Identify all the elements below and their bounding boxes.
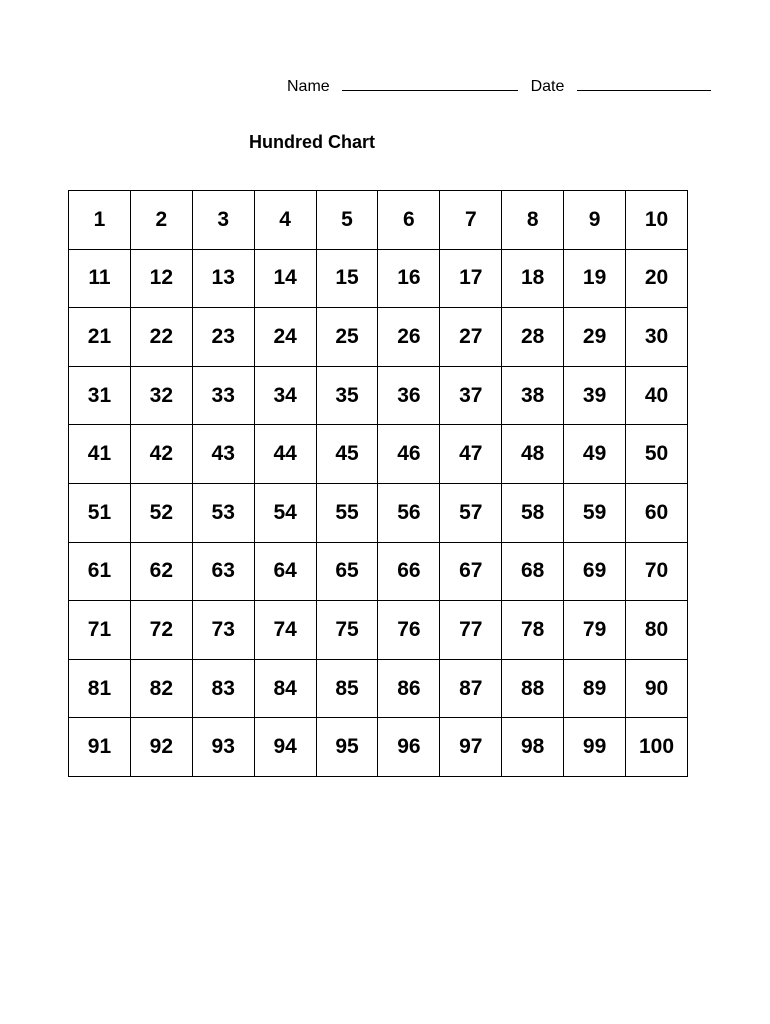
- grid-cell: 75: [316, 601, 378, 660]
- grid-cell: 72: [130, 601, 192, 660]
- grid-cell: 83: [192, 659, 254, 718]
- date-label: Date: [530, 78, 565, 95]
- grid-cell: 45: [316, 425, 378, 484]
- grid-cell: 53: [192, 483, 254, 542]
- grid-cell: 8: [502, 191, 564, 250]
- grid-cell: 58: [502, 483, 564, 542]
- grid-cell: 96: [378, 718, 440, 777]
- grid-cell: 49: [564, 425, 626, 484]
- grid-cell: 71: [69, 601, 131, 660]
- grid-cell: 41: [69, 425, 131, 484]
- grid-cell: 7: [440, 191, 502, 250]
- grid-cell: 39: [564, 366, 626, 425]
- grid-cell: 2: [130, 191, 192, 250]
- grid-cell: 33: [192, 366, 254, 425]
- grid-cell: 81: [69, 659, 131, 718]
- grid-cell: 20: [626, 249, 688, 308]
- grid-row: [69, 659, 688, 718]
- grid-cell: 90: [626, 659, 688, 718]
- grid-cell: 73: [192, 601, 254, 660]
- grid-cell: 86: [378, 659, 440, 718]
- grid-cell: 80: [626, 601, 688, 660]
- grid-cell: 60: [626, 483, 688, 542]
- grid-cell: 31: [69, 366, 131, 425]
- grid-cell: 48: [502, 425, 564, 484]
- grid-cell: 14: [254, 249, 316, 308]
- grid-cell: 59: [564, 483, 626, 542]
- grid-row: [69, 191, 688, 250]
- grid-cell: 16: [378, 249, 440, 308]
- grid-cell: 50: [626, 425, 688, 484]
- grid-cell: 29: [564, 308, 626, 367]
- grid-cell: 26: [378, 308, 440, 367]
- grid-cell: 94: [254, 718, 316, 777]
- grid-row: [69, 366, 688, 425]
- grid-cell: 62: [130, 542, 192, 601]
- grid-cell: 35: [316, 366, 378, 425]
- grid-cell: 61: [69, 542, 131, 601]
- hundred-chart-grid: [68, 190, 688, 777]
- grid-cell: 74: [254, 601, 316, 660]
- grid-cell: 67: [440, 542, 502, 601]
- grid-cell: 1: [69, 191, 131, 250]
- grid-row: [69, 483, 688, 542]
- grid-cell: 91: [69, 718, 131, 777]
- name-label: Name: [287, 78, 330, 95]
- grid-cell: 36: [378, 366, 440, 425]
- grid-cell: 4: [254, 191, 316, 250]
- grid-cell: 70: [626, 542, 688, 601]
- grid-cell: 92: [130, 718, 192, 777]
- grid-row: [69, 718, 688, 777]
- grid-cell: 66: [378, 542, 440, 601]
- grid-cell: 3: [192, 191, 254, 250]
- header-line: [287, 76, 711, 96]
- grid-cell: 64: [254, 542, 316, 601]
- date-field[interactable]: [577, 76, 711, 91]
- grid-cell: 34: [254, 366, 316, 425]
- grid-cell: 100: [626, 718, 688, 777]
- grid-row: [69, 308, 688, 367]
- grid-cell: 93: [192, 718, 254, 777]
- grid-cell: 12: [130, 249, 192, 308]
- grid-cell: 79: [564, 601, 626, 660]
- grid-cell: 89: [564, 659, 626, 718]
- grid-cell: 95: [316, 718, 378, 777]
- grid-cell: 19: [564, 249, 626, 308]
- grid-cell: 88: [502, 659, 564, 718]
- grid-cell: 54: [254, 483, 316, 542]
- grid-row: [69, 425, 688, 484]
- grid-cell: 99: [564, 718, 626, 777]
- grid-cell: 44: [254, 425, 316, 484]
- grid-cell: 63: [192, 542, 254, 601]
- grid-cell: 24: [254, 308, 316, 367]
- grid-cell: 51: [69, 483, 131, 542]
- grid-cell: 22: [130, 308, 192, 367]
- grid-cell: 76: [378, 601, 440, 660]
- grid-cell: 32: [130, 366, 192, 425]
- grid-cell: 17: [440, 249, 502, 308]
- name-field[interactable]: [342, 76, 518, 91]
- grid-cell: 42: [130, 425, 192, 484]
- grid-cell: 56: [378, 483, 440, 542]
- grid-cell: 21: [69, 308, 131, 367]
- grid-cell: 55: [316, 483, 378, 542]
- grid-cell: 9: [564, 191, 626, 250]
- grid-cell: 85: [316, 659, 378, 718]
- grid-cell: 65: [316, 542, 378, 601]
- grid-row: [69, 542, 688, 601]
- grid-cell: 84: [254, 659, 316, 718]
- grid-cell: 46: [378, 425, 440, 484]
- grid-cell: 18: [502, 249, 564, 308]
- grid-cell: 77: [440, 601, 502, 660]
- grid-row: [69, 601, 688, 660]
- grid-cell: 98: [502, 718, 564, 777]
- grid-cell: 57: [440, 483, 502, 542]
- grid-cell: 11: [69, 249, 131, 308]
- grid-cell: 69: [564, 542, 626, 601]
- page-title: Hundred Chart: [249, 132, 375, 152]
- grid-cell: 13: [192, 249, 254, 308]
- grid-cell: 10: [626, 191, 688, 250]
- grid-cell: 6: [378, 191, 440, 250]
- grid-cell: 28: [502, 308, 564, 367]
- grid-cell: 38: [502, 366, 564, 425]
- grid-cell: 52: [130, 483, 192, 542]
- grid-cell: 25: [316, 308, 378, 367]
- grid-cell: 40: [626, 366, 688, 425]
- grid-cell: 27: [440, 308, 502, 367]
- grid-cell: 68: [502, 542, 564, 601]
- grid-cell: 15: [316, 249, 378, 308]
- grid-cell: 37: [440, 366, 502, 425]
- grid-cell: 97: [440, 718, 502, 777]
- grid-cell: 23: [192, 308, 254, 367]
- grid-cell: 78: [502, 601, 564, 660]
- grid-cell: 47: [440, 425, 502, 484]
- grid-cell: 30: [626, 308, 688, 367]
- grid-cell: 43: [192, 425, 254, 484]
- grid-row: [69, 249, 688, 308]
- grid-cell: 87: [440, 659, 502, 718]
- grid-cell: 82: [130, 659, 192, 718]
- grid-cell: 5: [316, 191, 378, 250]
